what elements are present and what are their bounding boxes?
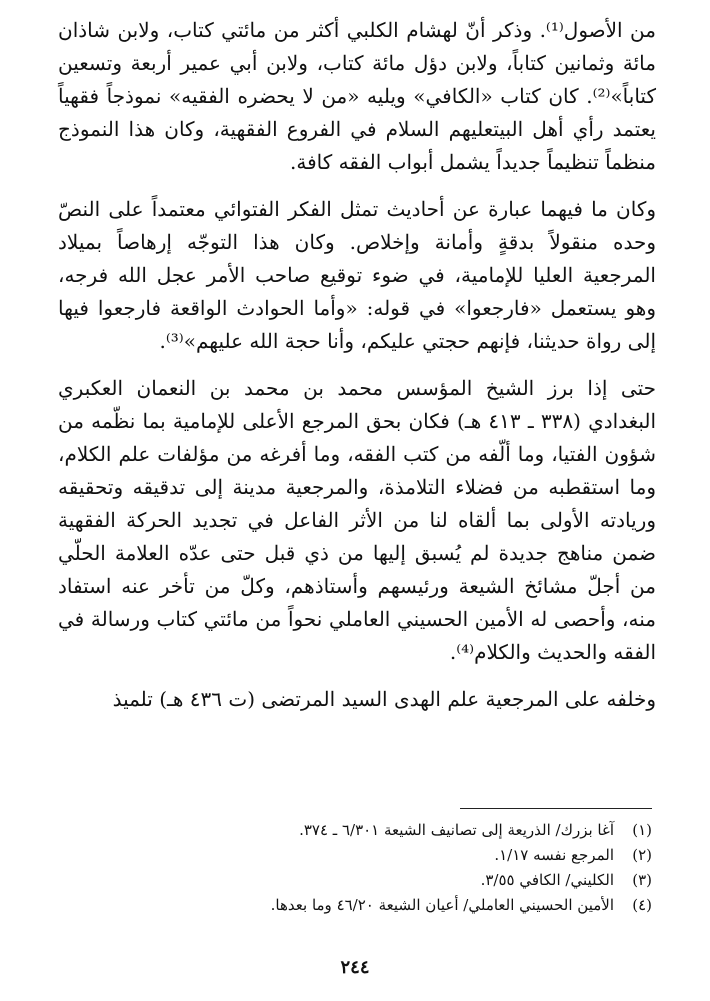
footnote-number: (١)	[632, 821, 652, 839]
footnote-text: آغا بزرك/ الذريعة إلى تصانيف الشيعة ٦/٣٠١ ـ ٣٧٤.	[299, 821, 614, 839]
footnote-item	[54, 843, 652, 868]
footnote-text: الكليني/ الكافي ٣/٥٥.	[480, 871, 614, 889]
footnotes-list	[54, 818, 652, 918]
paragraph: وكان ما فيهما عبارة عن أحاديث تمثل الفكر الفتوائي معتمداً على النصّ وحده منقولاً بدقةٍ وأمانة وإخلاص. وكان هذا التوجّه إرهاصاً بميلاد المرجعية العليا للإمامية، في ضوء توقيع صاحب الأمر عجل الله فرجه، وهو يستعمل «فارجعوا» في قوله: «وأما الحوادث الواقعة فارجعوا فيها إلى رواة حديثنا، فإنهم حجتي عليكم، وأنا حجة الله عليهم»⁽³⁾.	[58, 197, 656, 353]
paragraph: وخلفه على المرجعية علم الهدى السيد المرتضى (ت ٤٣٦ هـ) تلميذ	[112, 687, 656, 711]
footnote-item	[54, 868, 652, 893]
footnote-divider	[460, 808, 652, 809]
footnote-text: المرجع نفسه ١/١٧.	[494, 846, 614, 864]
footnote-item	[54, 818, 652, 843]
footnote-item	[54, 893, 652, 918]
paragraph: حتى إذا برز الشيخ المؤسس محمد بن محمد بن النعمان العكبري البغدادي (٣٣٨ ـ ٤١٣ هـ) فكان بحق المرجع الأعلى للإمامية بما نظّمه من شؤون الفتيا، وما ألّفه من كتب الفقه، وما أفرغه من مؤلفات علم الكلام، وما استقطبه من فضلاء التلامذة، والمرجعية مدينة إلى تدقيقه وتحقيقه وريادته الأولى بما ألقاه لنا من الأثر الفاعل في تجديد الحركة الفقهية ضمن مناهج جديدة لم يُسبق إليها من ذي قبل حتى عدّه العلامة الحلّي من أجلّ مشائخ الشيعة ورئيسهم وأستاذهم، وكلّ من تأخر عنه استفاد منه، وأحصى له الأمين الحسيني العاملي نحواً من مائتي كتاب ورسالة في الفقه والحديث والكلام⁽⁴⁾.	[58, 376, 657, 664]
footnote-text: الأمين الحسيني العاملي/ أعيان الشيعة ٤٦/٢٠ وما بعدها.	[270, 896, 614, 914]
page-number: ٢٤٤	[340, 957, 370, 978]
footnote-number: (٤)	[632, 896, 652, 914]
page-body	[58, 14, 656, 716]
paragraph: من الأصول⁽¹⁾. وذكر أنّ لهشام الكلبي أكثر من مائتي كتاب، ولابن شاذان مائة وثمانين كتاباً، ولابن دؤل مائة كتاب، ولابن أبي عمير أربعة وتسعين كتاباً»⁽²⁾. كان كتاب «الكافي» ويليه «من لا يحضره الفقيه» نموذجاً فقهياً يعتمد رأي أهل البيتعليهم السلام في الفروع الفقهية، وكان هذا النموذج منظماً تنظيماً جديداً يشمل أبواب الفقه كافة.	[58, 18, 656, 174]
footnote-number: (٢)	[632, 846, 652, 864]
footnote-number: (٣)	[632, 871, 652, 889]
